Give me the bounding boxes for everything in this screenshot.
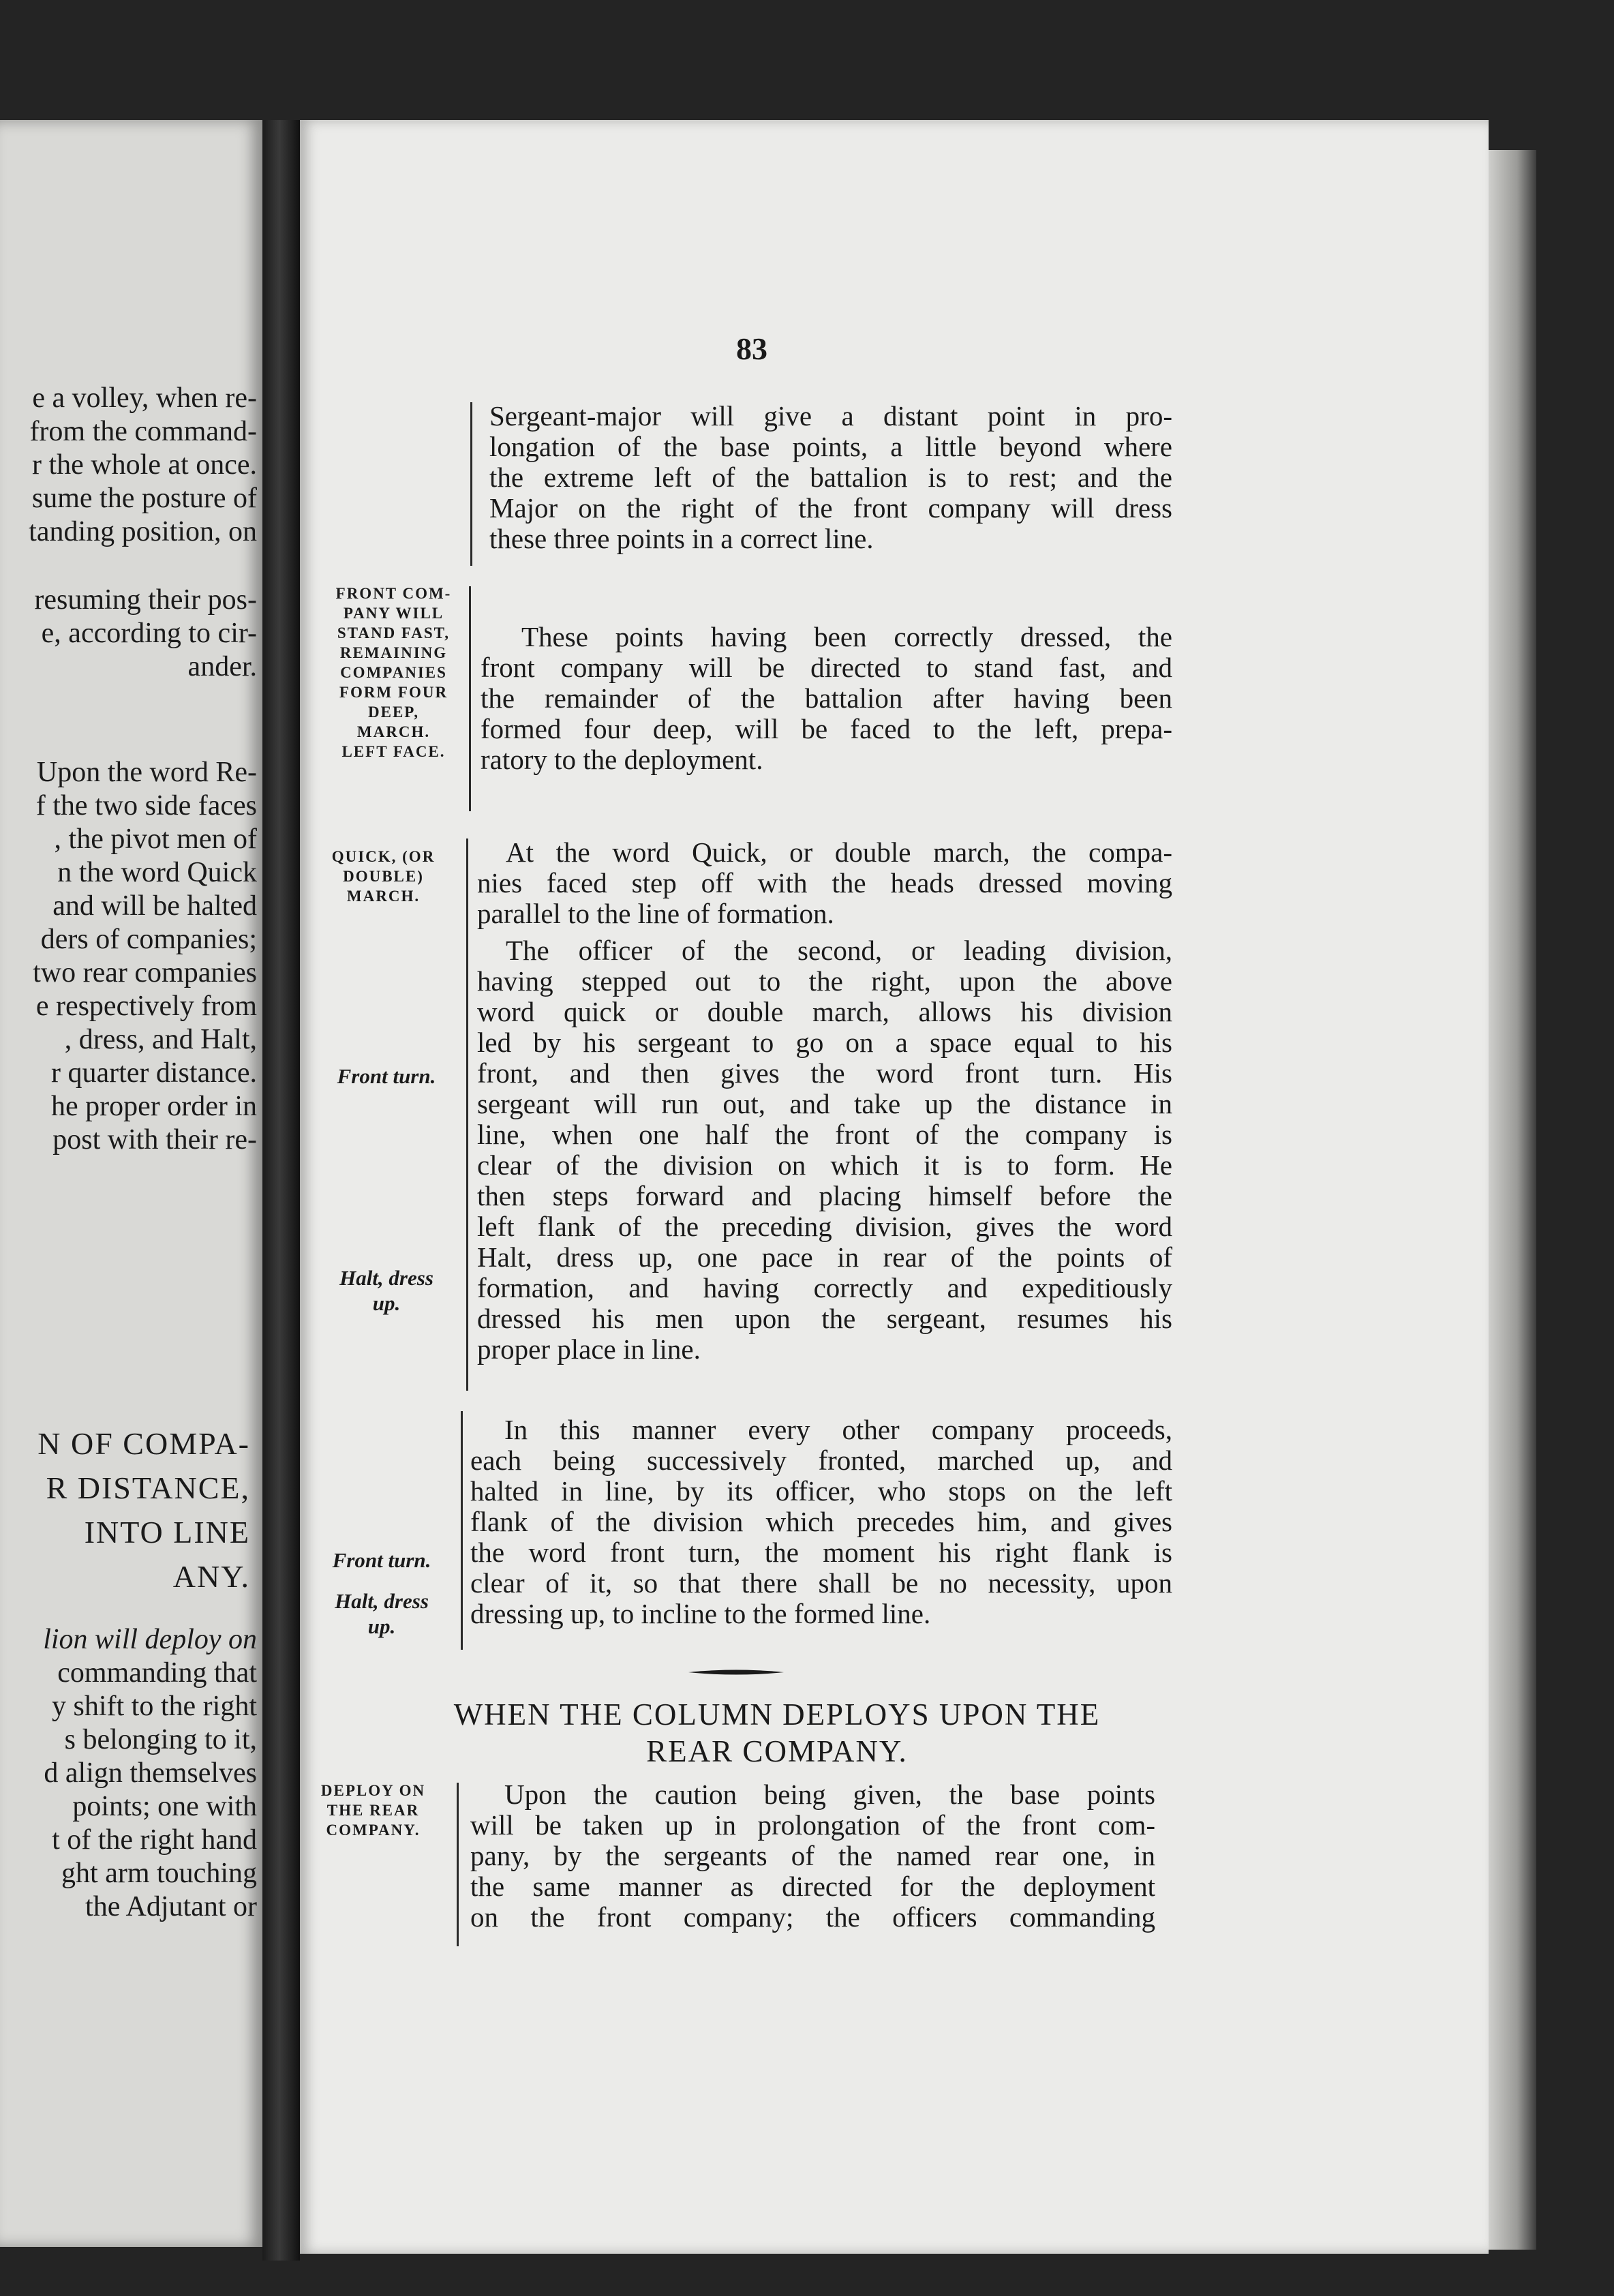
text-line: these three points in a correct line. (489, 523, 874, 554)
left-line: t of the right hand (52, 1824, 257, 1856)
side-note-line: COMPANY. (326, 1822, 421, 1839)
left-line: y shift to the right (52, 1691, 257, 1722)
side-note-line: Halt, dress (339, 1266, 433, 1290)
left-line: from the command- (29, 416, 257, 447)
text-line: Halt, dress up, one pace in rear of the points of (477, 1241, 1172, 1273)
left-heading-line: R DISTANCE, (46, 1470, 250, 1505)
paragraph-4 (477, 935, 1172, 1365)
text-line: on the front company; the officers commanding (470, 1901, 1155, 1933)
left-line: , dress, and Halt, (64, 1024, 257, 1055)
left-line: points; one with (72, 1791, 257, 1822)
ornament-rule (688, 1669, 784, 1676)
text-line: having stepped out to the right, upon the above (477, 965, 1172, 997)
text-line: formed four deep, will be faced to the left, prepa- (481, 713, 1172, 744)
side-note-line: up. (367, 1614, 396, 1638)
text-line: sergeant will run out, and take up the distance in (477, 1088, 1172, 1119)
text-line: then steps forward and placing himself before the (477, 1180, 1172, 1211)
text-line: These points having been correctly dressed, the (521, 621, 1172, 652)
paragraph-2 (481, 622, 1172, 775)
page-number: 83 (736, 331, 767, 366)
text-line: the extreme left of the battalion is to rest; and the (489, 462, 1172, 493)
side-note-line: FORM FOUR (339, 684, 448, 701)
left-line: ght arm touching (61, 1858, 257, 1889)
left-line: tanding position, on (29, 516, 257, 547)
bracket-line (470, 402, 472, 566)
text-line: At the word Quick, or double march, the compa- (506, 836, 1172, 868)
text-line: halted in line, by its officer, who stops on the left (470, 1475, 1172, 1507)
side-note-halt-dress (310, 1588, 453, 1639)
text-line: nies faced step off with the heads dressed moving (477, 867, 1172, 898)
text-line: Upon the caution being given, the base points (504, 1779, 1155, 1810)
section-heading (327, 1696, 1227, 1770)
side-note-line: DEEP, (368, 704, 419, 721)
text-line: Sergeant-major will give a distant point in pro- (489, 400, 1172, 432)
side-note-line: PANY WILL (343, 605, 444, 622)
left-heading-line: INTO LINE (84, 1515, 250, 1550)
left-line: he proper order in (50, 1091, 257, 1122)
text-line: front company will be directed to stand fast, and (481, 652, 1172, 683)
side-note-line: MARCH. (346, 888, 421, 905)
left-line: e a volley, when re- (32, 382, 257, 414)
side-note-line: STAND FAST, (337, 624, 451, 641)
side-note-line: up. (372, 1291, 401, 1315)
text-line: left flank of the preceding division, gives the word (477, 1211, 1172, 1242)
side-note-line: FRONT COM- (335, 585, 452, 602)
text-line: flank of the division which precedes him, and gives (470, 1506, 1172, 1537)
side-note-line: COMPANIES (340, 664, 447, 681)
left-line: sume the posture of (31, 483, 257, 514)
left-line: s belonging to it, (64, 1724, 257, 1755)
left-heading-line: ANY. (172, 1559, 250, 1594)
text-line: the word front turn, the moment his right flank is (470, 1537, 1172, 1568)
text-line: In this manner every other company proceeds, (504, 1414, 1172, 1445)
left-line: r quarter distance. (50, 1057, 257, 1089)
side-note-line: DEPLOY ON (320, 1782, 426, 1799)
text-line: longation of the base points, a little beyond where (489, 431, 1172, 462)
text-line: The officer of the second, or leading division, (506, 935, 1172, 966)
left-line: resuming their pos- (34, 584, 257, 616)
text-line: clear of the division on which it is to form. He (477, 1149, 1172, 1181)
left-line: f the two side faces (35, 790, 257, 821)
text-line: proper place in line. (477, 1333, 701, 1365)
text-line: ratory to the deployment. (481, 744, 763, 775)
text-line: formation, and having correctly and expeditiously (477, 1272, 1172, 1303)
left-line: the Adjutant or (85, 1891, 257, 1922)
side-note-line: THE REAR (326, 1802, 420, 1819)
left-line: r the whole at once. (31, 449, 257, 481)
book-gutter (262, 120, 300, 2261)
bracket-line (469, 586, 471, 811)
left-line: , the pivot men of (54, 824, 257, 855)
left-line: post with their re- (52, 1124, 257, 1155)
side-note-line: REMAINING (339, 644, 448, 661)
text-line: parallel to the line of formation. (477, 898, 834, 929)
page-edge (1489, 150, 1536, 2250)
side-note-front-turn: Front turn. (332, 1548, 431, 1572)
text-line: will be taken up in prolongation of the front com- (470, 1809, 1155, 1841)
left-heading-line: N OF COMPA- (37, 1426, 250, 1461)
text-line: Major on the right of the front company will dress (489, 492, 1172, 524)
bracket-line (461, 1411, 463, 1650)
side-note-line: Halt, dress (335, 1589, 429, 1613)
left-line: e respectively from (35, 991, 257, 1022)
left-line: ders of companies; (40, 924, 257, 955)
side-note-quick-march (320, 847, 446, 906)
side-note-front-turn: Front turn. (337, 1064, 436, 1088)
paragraph-5 (470, 1415, 1172, 1629)
left-line: two rear companies (33, 957, 257, 988)
text-line: dressing up, to incline to the formed line. (470, 1598, 931, 1629)
text-line: clear of it, so that there shall be no necessity, upon (470, 1567, 1172, 1599)
text-line: the remainder of the battalion after having been (481, 682, 1172, 714)
paragraph-6 (470, 1779, 1155, 1933)
text-line: the same manner as directed for the deployment (470, 1871, 1155, 1902)
left-line: d align themselves (44, 1757, 257, 1789)
left-line: Upon the word Re- (36, 757, 257, 788)
left-line: lion will deploy on (43, 1624, 257, 1655)
bracket-line (466, 839, 468, 1391)
text-line: word quick or double march, allows his division (477, 996, 1172, 1027)
section-heading-line: REAR COMPANY. (646, 1734, 908, 1768)
text-line: dressed his men upon the sergeant, resumes his (477, 1303, 1172, 1334)
side-note-line: LEFT FACE. (341, 743, 446, 760)
left-line: e, according to cir- (41, 618, 257, 649)
side-note-deploy (310, 1781, 436, 1840)
paragraph-3 (477, 837, 1172, 929)
bracket-line (457, 1783, 459, 1946)
side-note-line: DOUBLE) (343, 868, 424, 885)
side-note-front-company (331, 584, 457, 761)
text-line: pany, by the sergeants of the named rear one, in (470, 1840, 1155, 1871)
left-line: ander. (187, 651, 257, 682)
left-line: and will be halted (52, 890, 257, 922)
left-line: commanding that (57, 1657, 257, 1689)
paragraph-1 (489, 401, 1172, 554)
text-line: led by his sergeant to go on a space equal to his (477, 1027, 1172, 1058)
left-line: n the word Quick (57, 857, 257, 888)
side-note-line: QUICK, (OR (331, 848, 436, 865)
side-note-halt-dress (315, 1265, 458, 1316)
text-line: line, when one half the front of the company is (477, 1119, 1172, 1150)
left-page (0, 120, 262, 2247)
text-line: each being successively fronted, marched up, and (470, 1445, 1172, 1476)
text-line: front, and then gives the word front turn. His (477, 1057, 1172, 1089)
section-heading-line: WHEN THE COLUMN DEPLOYS UPON THE (453, 1697, 1101, 1732)
side-note-line: MARCH. (356, 723, 431, 740)
